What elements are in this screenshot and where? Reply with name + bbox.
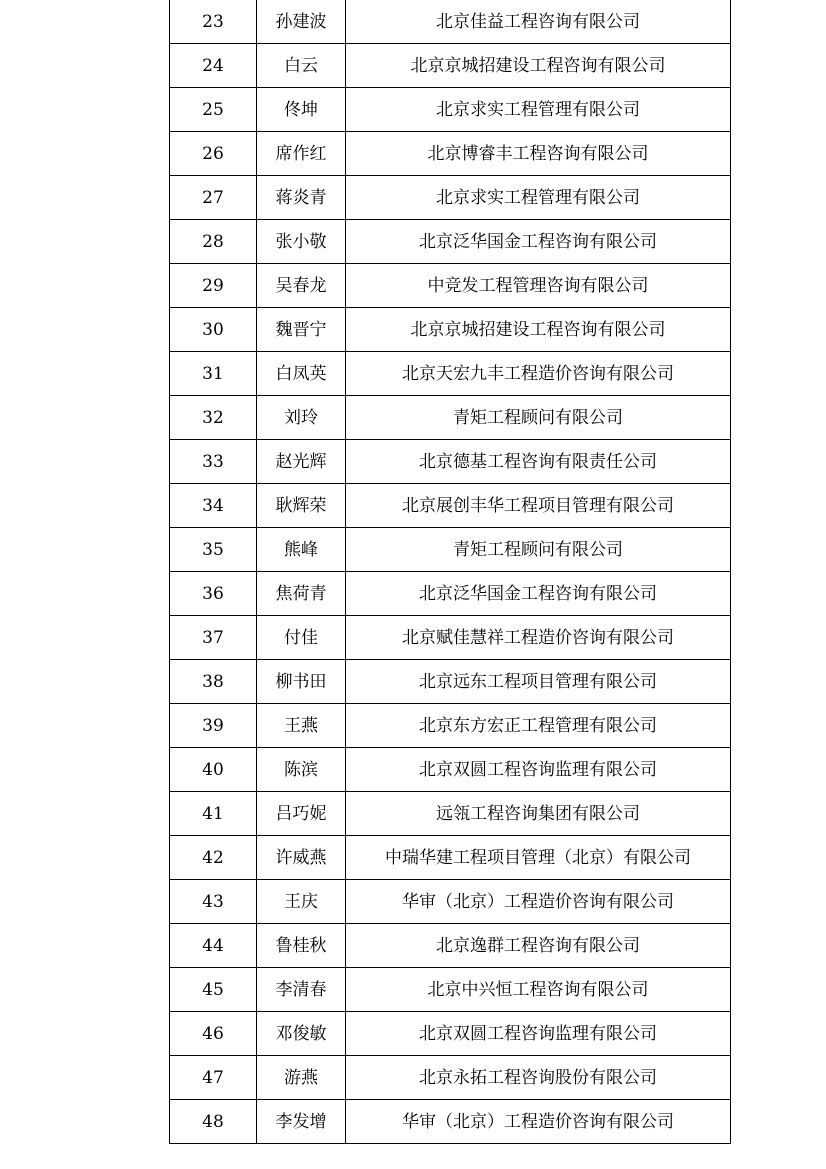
row-number-cell: 40 [170,748,257,792]
table-row [170,1056,731,1100]
company-name-cell: 北京京城招建设工程咨询有限公司 [346,308,731,352]
person-name-cell: 许威燕 [257,836,346,880]
company-name-cell: 北京双圆工程咨询监理有限公司 [346,1012,731,1056]
person-name-cell: 鲁桂秋 [257,924,346,968]
company-name-cell: 北京京城招建设工程咨询有限公司 [346,44,731,88]
table-row [170,0,731,44]
table-row [170,792,731,836]
company-name-cell: 北京天宏九丰工程造价咨询有限公司 [346,352,731,396]
person-name-cell: 赵光辉 [257,440,346,484]
row-number-cell: 23 [170,0,257,44]
person-name-cell: 吴春龙 [257,264,346,308]
person-name-cell: 焦荷青 [257,572,346,616]
person-name-cell: 游燕 [257,1056,346,1100]
row-number-cell: 29 [170,264,257,308]
person-name-cell: 席作红 [257,132,346,176]
table-row [170,1012,731,1056]
person-name-cell: 刘玲 [257,396,346,440]
company-name-cell: 中竞发工程管理咨询有限公司 [346,264,731,308]
person-name-cell: 邓俊敏 [257,1012,346,1056]
company-name-cell: 北京泛华国金工程咨询有限公司 [346,572,731,616]
row-number-cell: 41 [170,792,257,836]
row-number-cell: 42 [170,836,257,880]
company-name-cell: 北京双圆工程咨询监理有限公司 [346,748,731,792]
person-name-cell: 李清春 [257,968,346,1012]
row-number-cell: 33 [170,440,257,484]
company-name-cell: 北京永拓工程咨询股份有限公司 [346,1056,731,1100]
table-row [170,176,731,220]
table-row [170,220,731,264]
table-row [170,924,731,968]
company-name-cell: 北京德基工程咨询有限责任公司 [346,440,731,484]
person-name-cell: 李发增 [257,1100,346,1144]
table-row [170,660,731,704]
table-row [170,484,731,528]
row-number-cell: 36 [170,572,257,616]
person-name-cell: 付佳 [257,616,346,660]
row-number-cell: 35 [170,528,257,572]
table-row [170,968,731,1012]
table-row [170,88,731,132]
company-name-cell: 北京东方宏正工程管理有限公司 [346,704,731,748]
person-name-cell: 王庆 [257,880,346,924]
table-row [170,44,731,88]
row-number-cell: 27 [170,176,257,220]
person-name-cell: 佟坤 [257,88,346,132]
row-number-cell: 47 [170,1056,257,1100]
table-row [170,396,731,440]
person-name-cell: 陈滨 [257,748,346,792]
person-name-cell: 熊峰 [257,528,346,572]
company-name-cell: 远瓴工程咨询集团有限公司 [346,792,731,836]
person-name-cell: 吕巧妮 [257,792,346,836]
row-number-cell: 45 [170,968,257,1012]
company-name-cell: 华审（北京）工程造价咨询有限公司 [346,1100,731,1144]
company-name-cell: 北京博睿丰工程咨询有限公司 [346,132,731,176]
person-name-cell: 白凤英 [257,352,346,396]
roster-table-body [170,0,731,1144]
person-name-cell: 蒋炎青 [257,176,346,220]
row-number-cell: 24 [170,44,257,88]
document-page [169,0,729,1144]
company-name-cell: 北京赋佳慧祥工程造价咨询有限公司 [346,616,731,660]
row-number-cell: 39 [170,704,257,748]
row-number-cell: 43 [170,880,257,924]
table-row [170,308,731,352]
row-number-cell: 31 [170,352,257,396]
roster-table [169,0,731,1144]
company-name-cell: 华审（北京）工程造价咨询有限公司 [346,880,731,924]
table-row [170,616,731,660]
person-name-cell: 张小敬 [257,220,346,264]
row-number-cell: 30 [170,308,257,352]
table-row [170,704,731,748]
company-name-cell: 青矩工程顾问有限公司 [346,396,731,440]
company-name-cell: 北京逸群工程咨询有限公司 [346,924,731,968]
row-number-cell: 32 [170,396,257,440]
company-name-cell: 中瑞华建工程项目管理（北京）有限公司 [346,836,731,880]
row-number-cell: 25 [170,88,257,132]
table-row [170,572,731,616]
person-name-cell: 柳书田 [257,660,346,704]
table-row [170,352,731,396]
table-row [170,836,731,880]
row-number-cell: 34 [170,484,257,528]
company-name-cell: 北京佳益工程咨询有限公司 [346,0,731,44]
person-name-cell: 魏晋宁 [257,308,346,352]
table-row [170,132,731,176]
company-name-cell: 北京中兴恒工程咨询有限公司 [346,968,731,1012]
row-number-cell: 46 [170,1012,257,1056]
person-name-cell: 白云 [257,44,346,88]
company-name-cell: 北京展创丰华工程项目管理有限公司 [346,484,731,528]
table-row [170,528,731,572]
company-name-cell: 北京泛华国金工程咨询有限公司 [346,220,731,264]
person-name-cell: 耿辉荣 [257,484,346,528]
table-row [170,1100,731,1144]
company-name-cell: 北京求实工程管理有限公司 [346,176,731,220]
person-name-cell: 王燕 [257,704,346,748]
table-row [170,880,731,924]
company-name-cell: 北京求实工程管理有限公司 [346,88,731,132]
company-name-cell: 北京远东工程项目管理有限公司 [346,660,731,704]
row-number-cell: 37 [170,616,257,660]
row-number-cell: 38 [170,660,257,704]
row-number-cell: 44 [170,924,257,968]
table-row [170,440,731,484]
row-number-cell: 26 [170,132,257,176]
row-number-cell: 28 [170,220,257,264]
table-row [170,748,731,792]
row-number-cell: 48 [170,1100,257,1144]
table-row [170,264,731,308]
company-name-cell: 青矩工程顾问有限公司 [346,528,731,572]
person-name-cell: 孙建波 [257,0,346,44]
